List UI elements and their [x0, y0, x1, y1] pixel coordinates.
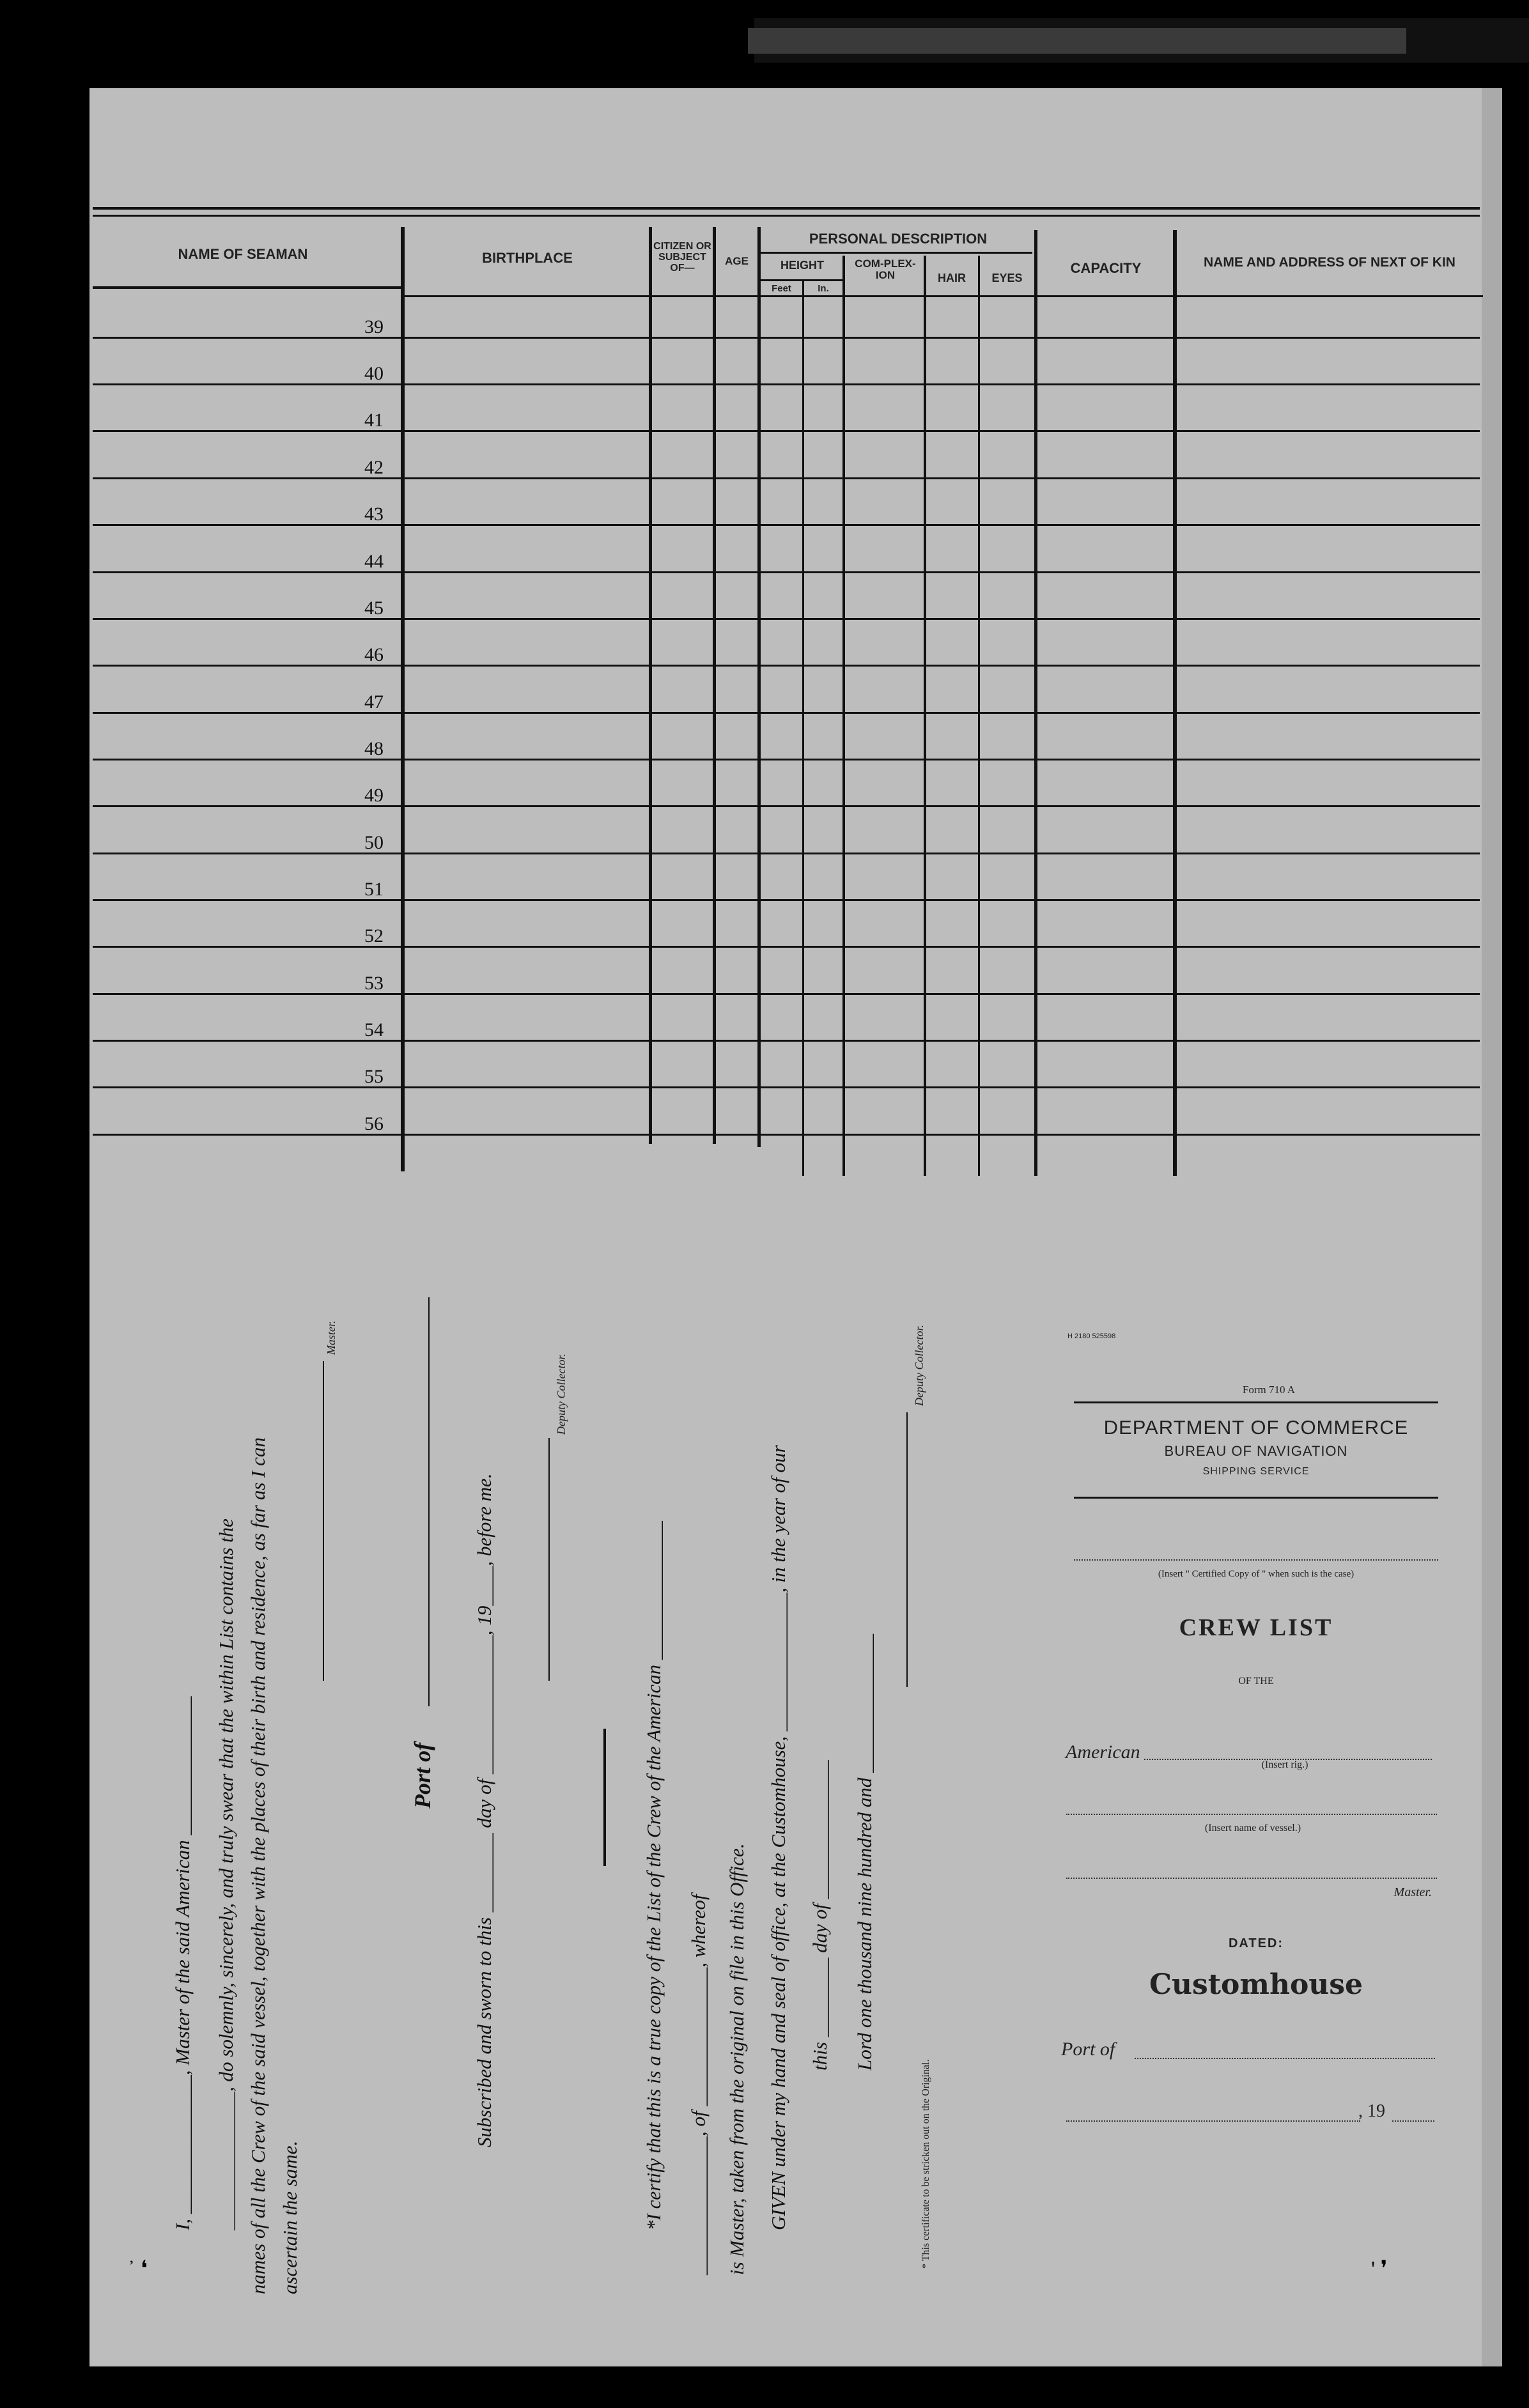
bureau-title: BUREAU OF NAVIGATION: [1164, 1443, 1348, 1459]
deputy-collector-label: Deputy Collector.: [555, 1354, 568, 1435]
header-next-of-kin: NAME AND ADDRESS OF NEXT OF KIN: [1204, 255, 1455, 270]
oath-line-3: names of all the Crew of the said vessel, together with the places of their birth and residence, as far as I can: [247, 1437, 269, 2294]
row-number: 44: [364, 551, 384, 572]
row-number: 39: [364, 316, 384, 337]
row-number: 54: [364, 1019, 384, 1040]
department-title: DEPARTMENT OF COMMERCE: [1103, 1416, 1409, 1439]
certificate-line-3: is Master, taken from the original on file in this Office.: [726, 1843, 748, 2275]
header-name-of-seaman: NAME OF SEAMAN: [178, 246, 308, 262]
oath-line-1: I, ______________, Master of the said American ______________: [171, 1696, 194, 2230]
header-complexion: COM-PLEX-ION: [855, 258, 916, 281]
row-number: 49: [364, 785, 384, 806]
insert-vessel-note: (Insert name of vessel.): [1204, 1823, 1301, 1833]
insert-certified-note: (Insert " Certified Copy of " when such is the case): [1158, 1569, 1354, 1579]
form-number: Form 710 A: [1242, 1384, 1296, 1396]
row-number: 55: [364, 1066, 384, 1087]
row-number: 42: [364, 457, 384, 478]
header-eyes: EYES: [991, 272, 1023, 284]
master-label-cover: Master.: [1393, 1885, 1432, 1899]
port-of-label-cover: Port of: [1061, 2039, 1115, 2060]
oath-line-4: ascertain the same.: [279, 2140, 301, 2294]
header-height: HEIGHT: [780, 259, 824, 272]
scan-top-strip-inner: [748, 28, 1406, 54]
insert-rig-note: (Insert rig.): [1261, 1759, 1308, 1770]
certificate-footnote: * This certificate to be stricken out on the Original.: [920, 2059, 931, 2269]
port-of-label: Port of: [410, 1743, 435, 1809]
row-number: 45: [364, 598, 384, 619]
certificate-line-2: ______________, of ______________, whereof: [687, 1894, 710, 2275]
row-number: 51: [364, 879, 384, 900]
american-label: American: [1066, 1741, 1140, 1763]
header-hair: HAIR: [938, 272, 966, 284]
row-number: 47: [364, 691, 384, 713]
certificate-line-5: this ________ day of ______________: [809, 1760, 831, 2071]
service-title: SHIPPING SERVICE: [1202, 1466, 1310, 1477]
row-number: 43: [364, 504, 384, 525]
certificate-line-4: GIVEN under my hand and seal of office, at the Customhouse, ______________, in the year of our: [767, 1445, 789, 2230]
year-label: , 19: [1358, 2101, 1385, 2121]
row-number: 56: [364, 1113, 384, 1134]
row-number: 48: [364, 738, 384, 759]
hole-mark: ᾿ ❛: [128, 2257, 148, 2281]
oath-line-2: ______________, do solemnly, sincerely, and truly swear that the within List contains the: [215, 1518, 237, 2230]
dated-label: DATED:: [1228, 1936, 1284, 1950]
master-label: Master.: [325, 1320, 338, 1355]
hole-mark: ' ❜: [1371, 2257, 1388, 2281]
row-number: 50: [364, 832, 384, 853]
header-personal-description: PERSONAL DESCRIPTION: [809, 231, 988, 247]
of-the-label: OF THE: [1238, 1676, 1274, 1686]
row-number: 52: [364, 925, 384, 946]
row-number: 41: [364, 410, 384, 431]
row-number: 53: [364, 973, 384, 994]
header-birthplace: BIRTHPLACE: [482, 250, 573, 266]
certificate-line-6: Lord one thousand nine hundred and ______________: [853, 1633, 876, 2071]
row-number: 40: [364, 363, 384, 384]
page-edge: [1482, 88, 1502, 2366]
print-code: H 2180 525598: [1067, 1332, 1116, 1340]
header-feet: Feet: [772, 283, 791, 294]
crew-list-title: CREW LIST: [1179, 1614, 1333, 1641]
header-age: AGE: [725, 255, 749, 267]
sworn-line: Subscribed and sworn to this ________ day of ______________, 19____, before me.: [473, 1473, 495, 2147]
deputy-collector-label-2: Deputy Collector.: [913, 1325, 926, 1406]
header-capacity: CAPACITY: [1070, 260, 1142, 276]
certificate-line-1: *I certify that this is a true copy of the List of the Crew of the American ______________: [642, 1521, 665, 2230]
customhouse-label: Customhouse: [1149, 1968, 1363, 2001]
header-citizen: CITIZEN OR SUBJECT OF—: [653, 241, 711, 274]
header-inches: In.: [818, 283, 829, 294]
row-number: 46: [364, 644, 384, 665]
